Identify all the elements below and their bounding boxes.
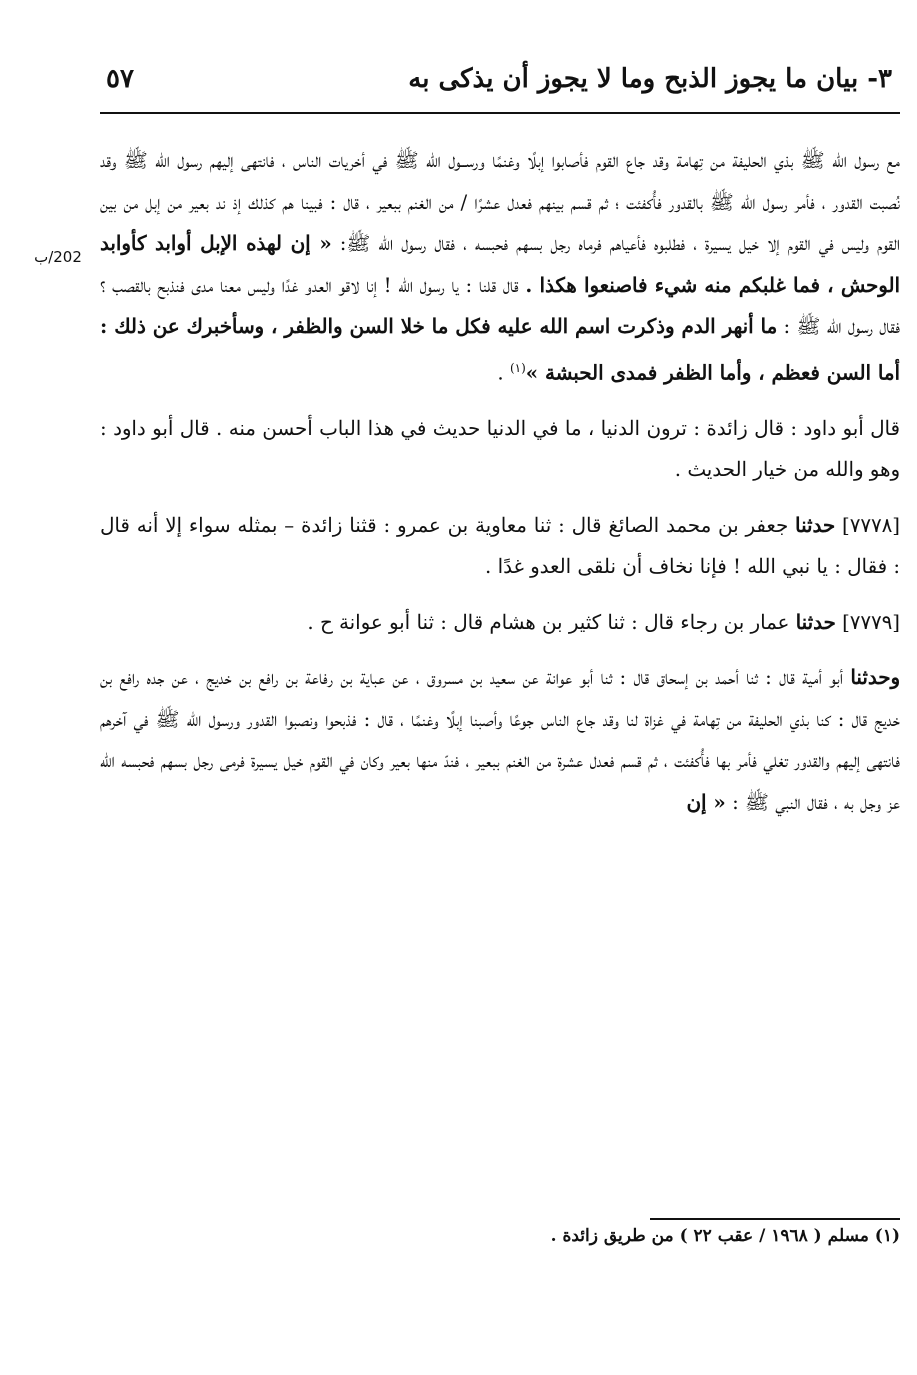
- narration-text: عمار بن رجاء قال : ثنا كثير بن هشام قال : ثنا أبو عوانة ح .: [307, 610, 790, 634]
- narration-text: مع رسول الله ﷺ بذي الحليفة من تِهامة وقد جاع القوم فأصابوا إبلًا وغنمًا ورســول الله ﷺ في أخريات الناس ، فانتهى إليهم رسول الله ﷺ وقد نُصبت القدور ، فأمر رسول الله ﷺ بالقدور فأُكفئت ؛ ثم قسم بينهم فعدل عشرًا / من الغنم ببعير ، قال : فبينا هم كذلك إذ ند بعير من إبل من بين القوم وليس في القوم إلا خيل يسيرة ، فطلبوه فأعياهم فرماه رجل بسهم فحبسه ، فقال رسول الله ﷺ:: [100, 149, 901, 255]
- narration-text: جعفر بن محمد الصائغ قال : ثنا معاوية بن عمرو : قثنا زائدة – بمثله سواء إلا أنه قال : فقال : يا نبي الله ! فإنا نخاف أن نلقى العدو غدًا .: [100, 513, 900, 579]
- hadith-paragraph-7779: [100, 602, 900, 644]
- commentary-paragraph: قال أبو داود : قال زائدة : ترون الدنيا ، ما في الدنيا حديث في هذا الباب أحسن منه . قال أبو داود : وهو والله من خيار الحديث .: [100, 416, 900, 482]
- chapter-title: ٣- بيان ما يجوز الذبح وما لا يجوز أن يذكى به: [408, 64, 892, 94]
- hadith-paragraph-1: [100, 140, 900, 394]
- hadith-paragraph-continued: [100, 657, 900, 823]
- page-header: [100, 62, 900, 114]
- manuscript-folio-note: 202/ب: [34, 248, 82, 266]
- hadith-number: [٧٧٧٩]: [842, 610, 900, 634]
- transmission-term: حدثنا: [795, 609, 836, 634]
- footnote: (١) مسلم ( ١٩٦٨ / عقب ٢٢ ) من طريق زائدة .: [550, 1226, 900, 1246]
- hadith-number: [٧٧٧٨]: [842, 513, 900, 537]
- prophetic-saying: « إن لهذه الإبل أوابد كأوابد الوحش ، فما غلبكم منه شيء فاصنعوا هكذا .: [100, 231, 901, 297]
- narration-text: قال قلنا : يا رسول الله ! إنا لاقو العدو غدًا وليس معنا مدى فنذبح بالقصب ؟ فقال رسول الله ﷺ :: [100, 273, 900, 338]
- main-text: [100, 140, 900, 1210]
- page-number: ٥٧: [106, 64, 134, 94]
- transmission-term: وحدثنا: [850, 665, 900, 690]
- hadith-paragraph-7778: [100, 505, 900, 588]
- prophetic-saying: « إن: [686, 789, 726, 814]
- footnote-separator: [650, 1218, 900, 1220]
- footnote-marker: (١): [509, 360, 526, 375]
- narration-text: .: [497, 361, 504, 385]
- prophetic-saying: ما أنهر الدم وذكرت اسم الله عليه فكل ما خلا السن والظفر ، وسأخبرك عن ذلك : أما السن فعظم ، وأما الظفر فمدى الحبشة »: [100, 314, 900, 385]
- narration-text: أبو أمية قال : ثنا أحمد بن إسحاق قال : ثنا أبو عوانة عن سعيد بن مسروق ، عن عباية بن رفاعة بن رافع بن خديج ، عن جده رافع بن خديج قال : كنا بذي الحليفة من تِهامة في غزاة لنا وقد جاع الناس جوعًا وأصبنا إبلًا وغنمًا ، قال : فذبحوا ونصبوا القدور ورسول الله ﷺ في آخرهم فانتهى إليهم والقدور تغلي فأمر بها فأُكفئت ، ثم قسم فعدل عشرة من الغنم ببعير ، فندّ منها بعير وكان في القوم خيل يسيرة فرمى رجل بسهم فحبسه الله عز وجل به ، فقال النبي ﷺ :: [100, 666, 900, 814]
- transmission-term: حدثنا: [795, 512, 836, 537]
